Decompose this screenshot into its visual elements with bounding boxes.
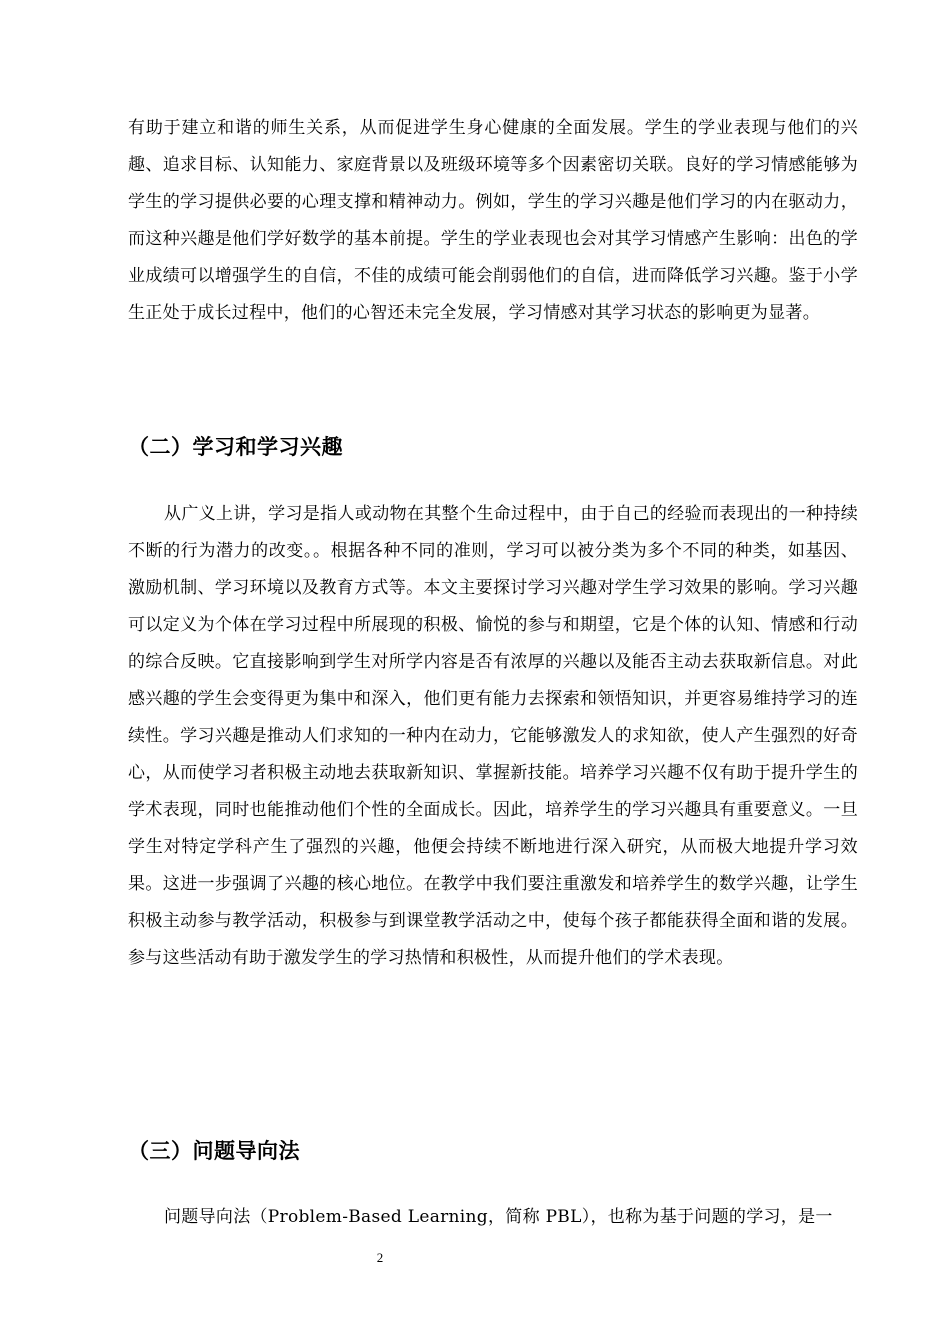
section-heading-3: （三）问题导向法 — [128, 1139, 300, 1163]
body-paragraph-1: 有助于建立和谐的师生关系，从而促进学生身心健康的全面发展。学生的学业表现与他们的兴趣、追求目标、认知能力、家庭背景以及班级环境等多个因素密切关联。良好的学习情感能够为学生的学习提供必要的心理支撑和精神动力。例如，学生的学习兴趣是他们学习的内在驱动力，而这种兴趣是他们学好数学的基本前提。学生的学业表现也会对其学习情感产生影响：出色的学业成绩可以增强学生的自信，不佳的成绩可能会削弱他们的自信，进而降低学习兴趣。鉴于小学生正处于成长过程中，他们的心智还未完全发展，学习情感对其学习状态的影响更为显著。 — [128, 118, 858, 323]
page-number: 2 — [376, 1250, 384, 1265]
section-heading-2: （二）学习和学习兴趣 — [128, 435, 343, 459]
body-paragraph-2: 从广义上讲，学习是指人或动物在其整个生命过程中，由于自己的经验而表现出的一种持续不断的行为潜力的改变。。根据各种不同的准则，学习可以被分类为多个不同的种类，如基因、激励机制、学习环境以及教育方式等。本文主要探讨学习兴趣对学生学习效果的影响。学习兴趣可以定义为个体在学习过程中所展现的积极、愉悦的参与和期望，它是个体的认知、情感和行动的综合反映。它直接影响到学生对所学内容是否有浓厚的兴趣以及能否主动去获取新信息。对此感兴趣的学生会变得更为集中和深入，他们更有能力去探索和领悟知识，并更容易维持学习的连续性。学习兴趣是推动人们求知的一种内在动力，它能够激发人的求知欲，使人产生强烈的好奇心，从而使学习者积极主动地去获取新知识、掌握新技能。培养学习兴趣不仅有助于提升学生的学术表现，同时也能推动他们个性的全面成长。因此，培养学生的学习兴趣具有重要意义。一旦学生对特定学科产生了强烈的兴趣，他便会持续不断地进行深入研究，从而极大地提升学习效果。这进一步强调了兴趣的核心地位。在教学中我们要注重激发和培养学生的数学兴趣，让学生积极主动参与教学活动，积极参与到课堂教学活动之中，使每个孩子都能获得全面和谐的发展。参与这些活动有助于激发学生的学习热情和积极性，从而提升他们的学术表现。 — [128, 504, 858, 968]
body-paragraph-3: 问题导向法（Problem-Based Learning，简称 PBL），也称为基于问题的学习，是一 — [164, 1207, 833, 1227]
